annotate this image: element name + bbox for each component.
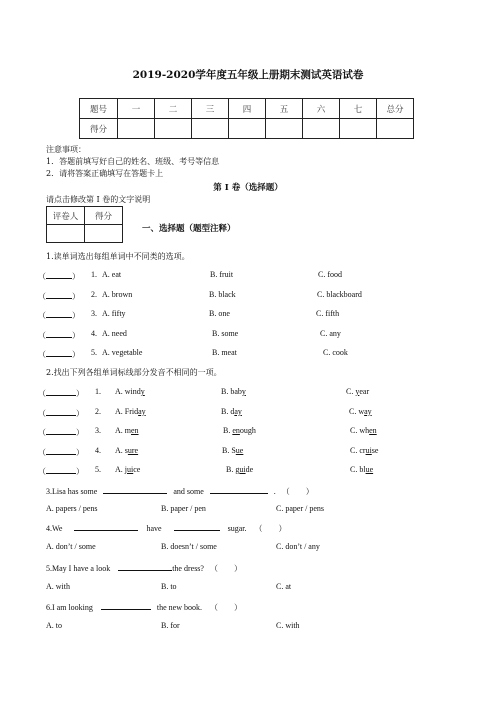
option-c[interactable]: C. paper / pens [276, 504, 324, 513]
answer-blank[interactable] [103, 485, 167, 494]
score-input-cell[interactable] [340, 119, 377, 139]
option-b[interactable]: B. black [209, 289, 236, 299]
underlined-letters: y [355, 387, 360, 396]
score-input-cell[interactable] [377, 119, 414, 139]
score-input-cell[interactable] [229, 119, 266, 139]
word-part: B. [223, 426, 233, 435]
answer-blank-paren[interactable]: （ ） [38, 428, 84, 437]
word-part: C. bl [350, 465, 366, 474]
score-header-cell: 总分 [377, 99, 414, 119]
answer-blank[interactable] [74, 522, 138, 531]
word-part: A. s [115, 445, 128, 455]
option-a[interactable]: A. need [102, 328, 127, 338]
option-c[interactable]: C. fifth [316, 309, 340, 318]
underlined-letters: ure [127, 445, 139, 455]
option-c[interactable]: C. with [276, 621, 300, 630]
word-part: B. d [221, 406, 235, 416]
answer-paren[interactable]: （ ） [209, 564, 242, 573]
option-a[interactable]: A. brown [102, 289, 133, 299]
underlined-letters: ue [235, 445, 244, 455]
item-number: 5. [95, 465, 101, 474]
score-header-cell: 七 [340, 99, 377, 119]
option-c[interactable]: C. blackboard [317, 289, 362, 299]
score-input-cell[interactable] [118, 119, 155, 139]
underlined-letters: ui [239, 465, 246, 474]
underlined-letters: en [131, 426, 139, 435]
item-number: 1. [91, 270, 97, 279]
option-b[interactable] [221, 407, 242, 416]
option-b[interactable] [226, 465, 253, 474]
answer-blank-paren[interactable]: （ ） [38, 408, 84, 418]
word-part: ough [239, 426, 256, 435]
score-header-cell: 四 [229, 99, 266, 119]
score-table-header-row [80, 99, 414, 119]
answer-blank-paren[interactable]: （ ） [38, 350, 80, 359]
item-number: 3. [91, 309, 97, 318]
item-number: 2. [95, 406, 101, 416]
word-part: B. S [222, 445, 236, 455]
option-c[interactable] [350, 426, 377, 435]
option-b[interactable]: B. doesn’t / some [161, 542, 217, 551]
option-a[interactable]: A. with [46, 582, 70, 591]
underlined-letters: ui [365, 445, 372, 455]
item-number: 3. [95, 426, 101, 435]
score-header-cell: 二 [155, 99, 192, 119]
underlined-letters: y [241, 387, 246, 396]
grader-input-cell[interactable] [47, 225, 85, 243]
note-item: 1．答题前填写好自己的姓名、班级、考号等信息 [46, 157, 220, 166]
option-b[interactable]: B. meat [212, 348, 237, 357]
grader-label: 评卷人 [47, 207, 85, 225]
score-row-label: 得分 [80, 119, 118, 139]
score-input-cell[interactable] [155, 119, 192, 139]
note-item: 2．请将答案正确填写在答题卡上 [46, 169, 164, 178]
word-part: C. w [349, 406, 365, 416]
item-number: 4. [91, 328, 97, 338]
score-table-score-row [80, 119, 414, 139]
option-c[interactable]: C. don’t / any [276, 542, 320, 551]
option-b[interactable] [221, 387, 246, 396]
word-part: ear [359, 387, 370, 396]
answer-blank-paren[interactable]: （ ） [38, 311, 80, 320]
answer-blank[interactable] [174, 522, 220, 531]
item-number: 2. [91, 289, 97, 299]
word-part: A. m [115, 426, 131, 435]
word-part: de [245, 465, 254, 474]
score-input-cell[interactable] [192, 119, 229, 139]
score-header-cell: 一 [118, 99, 155, 119]
question-stem-q5: 5.May I have a look the dress? （ ） [46, 564, 242, 573]
page-title: 2019-2020学年度五年级上册期末测试英语试卷 [132, 69, 364, 81]
answer-blank[interactable] [118, 562, 172, 571]
option-c[interactable]: C. any [320, 328, 341, 338]
answer-blank[interactable] [210, 485, 268, 494]
underlined-letters: ay [138, 406, 146, 416]
score-label: 得分 [85, 207, 123, 225]
underlined-letters: en [369, 426, 377, 435]
item-number: 4. [95, 445, 101, 455]
option-b[interactable]: B. one [209, 309, 230, 318]
score-input-cell[interactable] [85, 225, 123, 243]
score-input-cell[interactable] [303, 119, 340, 139]
question-stem-q4: 4.We have sugar. （ ） [46, 524, 287, 533]
score-header-cell: 五 [266, 99, 303, 119]
answer-blank-paren[interactable]: （ ） [38, 447, 84, 457]
item-number: 1. [95, 387, 101, 396]
answer-blank-paren[interactable]: （ ） [38, 291, 80, 301]
option-c[interactable]: C. at [276, 582, 292, 591]
score-header-cell: 六 [303, 99, 340, 119]
option-c[interactable] [349, 407, 372, 416]
underlined-letters: ay [234, 406, 242, 416]
underlined-letters: y [140, 387, 145, 396]
question-stem-q3: 3.Lisa has some and some . （ ） [46, 487, 314, 496]
option-a[interactable]: A. don’t / some [46, 542, 96, 551]
answer-blank-paren[interactable]: （ ） [38, 330, 80, 340]
word-part: A. j [115, 465, 127, 474]
option-c[interactable] [350, 446, 378, 455]
question-stem: 2.找出下列各组单词标线部分发音不相同的一项。 [46, 368, 222, 377]
option-b[interactable]: B. paper / pen [161, 504, 206, 513]
word-part: C. wh [350, 426, 370, 435]
notes-heading: 注意事项： [46, 145, 86, 154]
word-part: se [371, 445, 379, 455]
answer-paren[interactable]: （ ） [210, 603, 242, 612]
option-b[interactable]: B. for [161, 621, 180, 630]
option-a[interactable] [115, 465, 140, 474]
answer-paren[interactable]: （ ） [281, 487, 314, 496]
underlined-letters: ue [365, 465, 374, 474]
word-part: C. cr [350, 445, 366, 455]
underlined-letters: ay [364, 406, 372, 416]
option-b[interactable] [222, 446, 243, 455]
section-title: 一、选择题（题型注释） [142, 224, 236, 234]
option-a[interactable]: A. eat [102, 270, 122, 279]
score-table [79, 98, 414, 139]
answer-blank-paren[interactable]: （ ） [38, 272, 80, 281]
word-part: B. g [226, 465, 240, 474]
word-part: B. bab [221, 387, 242, 396]
question-stem-q6: 6.I am looking the new book. （ ） [46, 603, 242, 612]
word-part: ce [133, 465, 141, 474]
option-a[interactable] [115, 387, 145, 396]
item-number: 5. [91, 348, 97, 357]
word-part: A. wind [115, 387, 141, 396]
option-a[interactable] [115, 446, 138, 455]
option-b[interactable]: B. fruit [210, 270, 234, 279]
score-input-cell[interactable] [266, 119, 303, 139]
underlined-letters: ui [127, 465, 134, 474]
question-stem: 1.读单词选出每组单词中不同类的选项。 [46, 252, 190, 261]
option-a[interactable]: A. fifty [102, 309, 126, 318]
option-a[interactable]: A. vegetable [102, 348, 143, 357]
option-b[interactable]: B. to [161, 582, 177, 591]
grader-table [46, 206, 123, 243]
option-c[interactable]: C. cook [323, 348, 348, 357]
volume-title: 第 I 卷（选择题） [213, 183, 283, 193]
volume-hint[interactable]: 请点击修改第 I 卷的文字说明 [46, 195, 151, 204]
option-a[interactable] [115, 426, 139, 435]
answer-paren[interactable]: （ ） [254, 524, 287, 533]
option-b[interactable] [223, 426, 256, 435]
option-a[interactable] [115, 407, 146, 416]
option-c[interactable] [350, 465, 373, 474]
word-part: C. [346, 387, 356, 396]
option-b[interactable]: B. some [212, 328, 239, 338]
score-header-cell: 三 [192, 99, 229, 119]
answer-blank-paren[interactable]: （ ） [38, 389, 84, 398]
option-c[interactable] [346, 387, 369, 396]
option-a[interactable]: A. papers / pens [46, 504, 98, 513]
word-part: A. Frid [115, 406, 139, 416]
answer-blank-paren[interactable]: （ ） [38, 467, 84, 476]
option-a[interactable]: A. to [46, 621, 62, 630]
score-header-cell: 题号 [80, 99, 118, 119]
answer-blank[interactable] [101, 601, 151, 610]
underlined-letters: en [232, 426, 240, 435]
option-c[interactable]: C. food [318, 270, 342, 279]
